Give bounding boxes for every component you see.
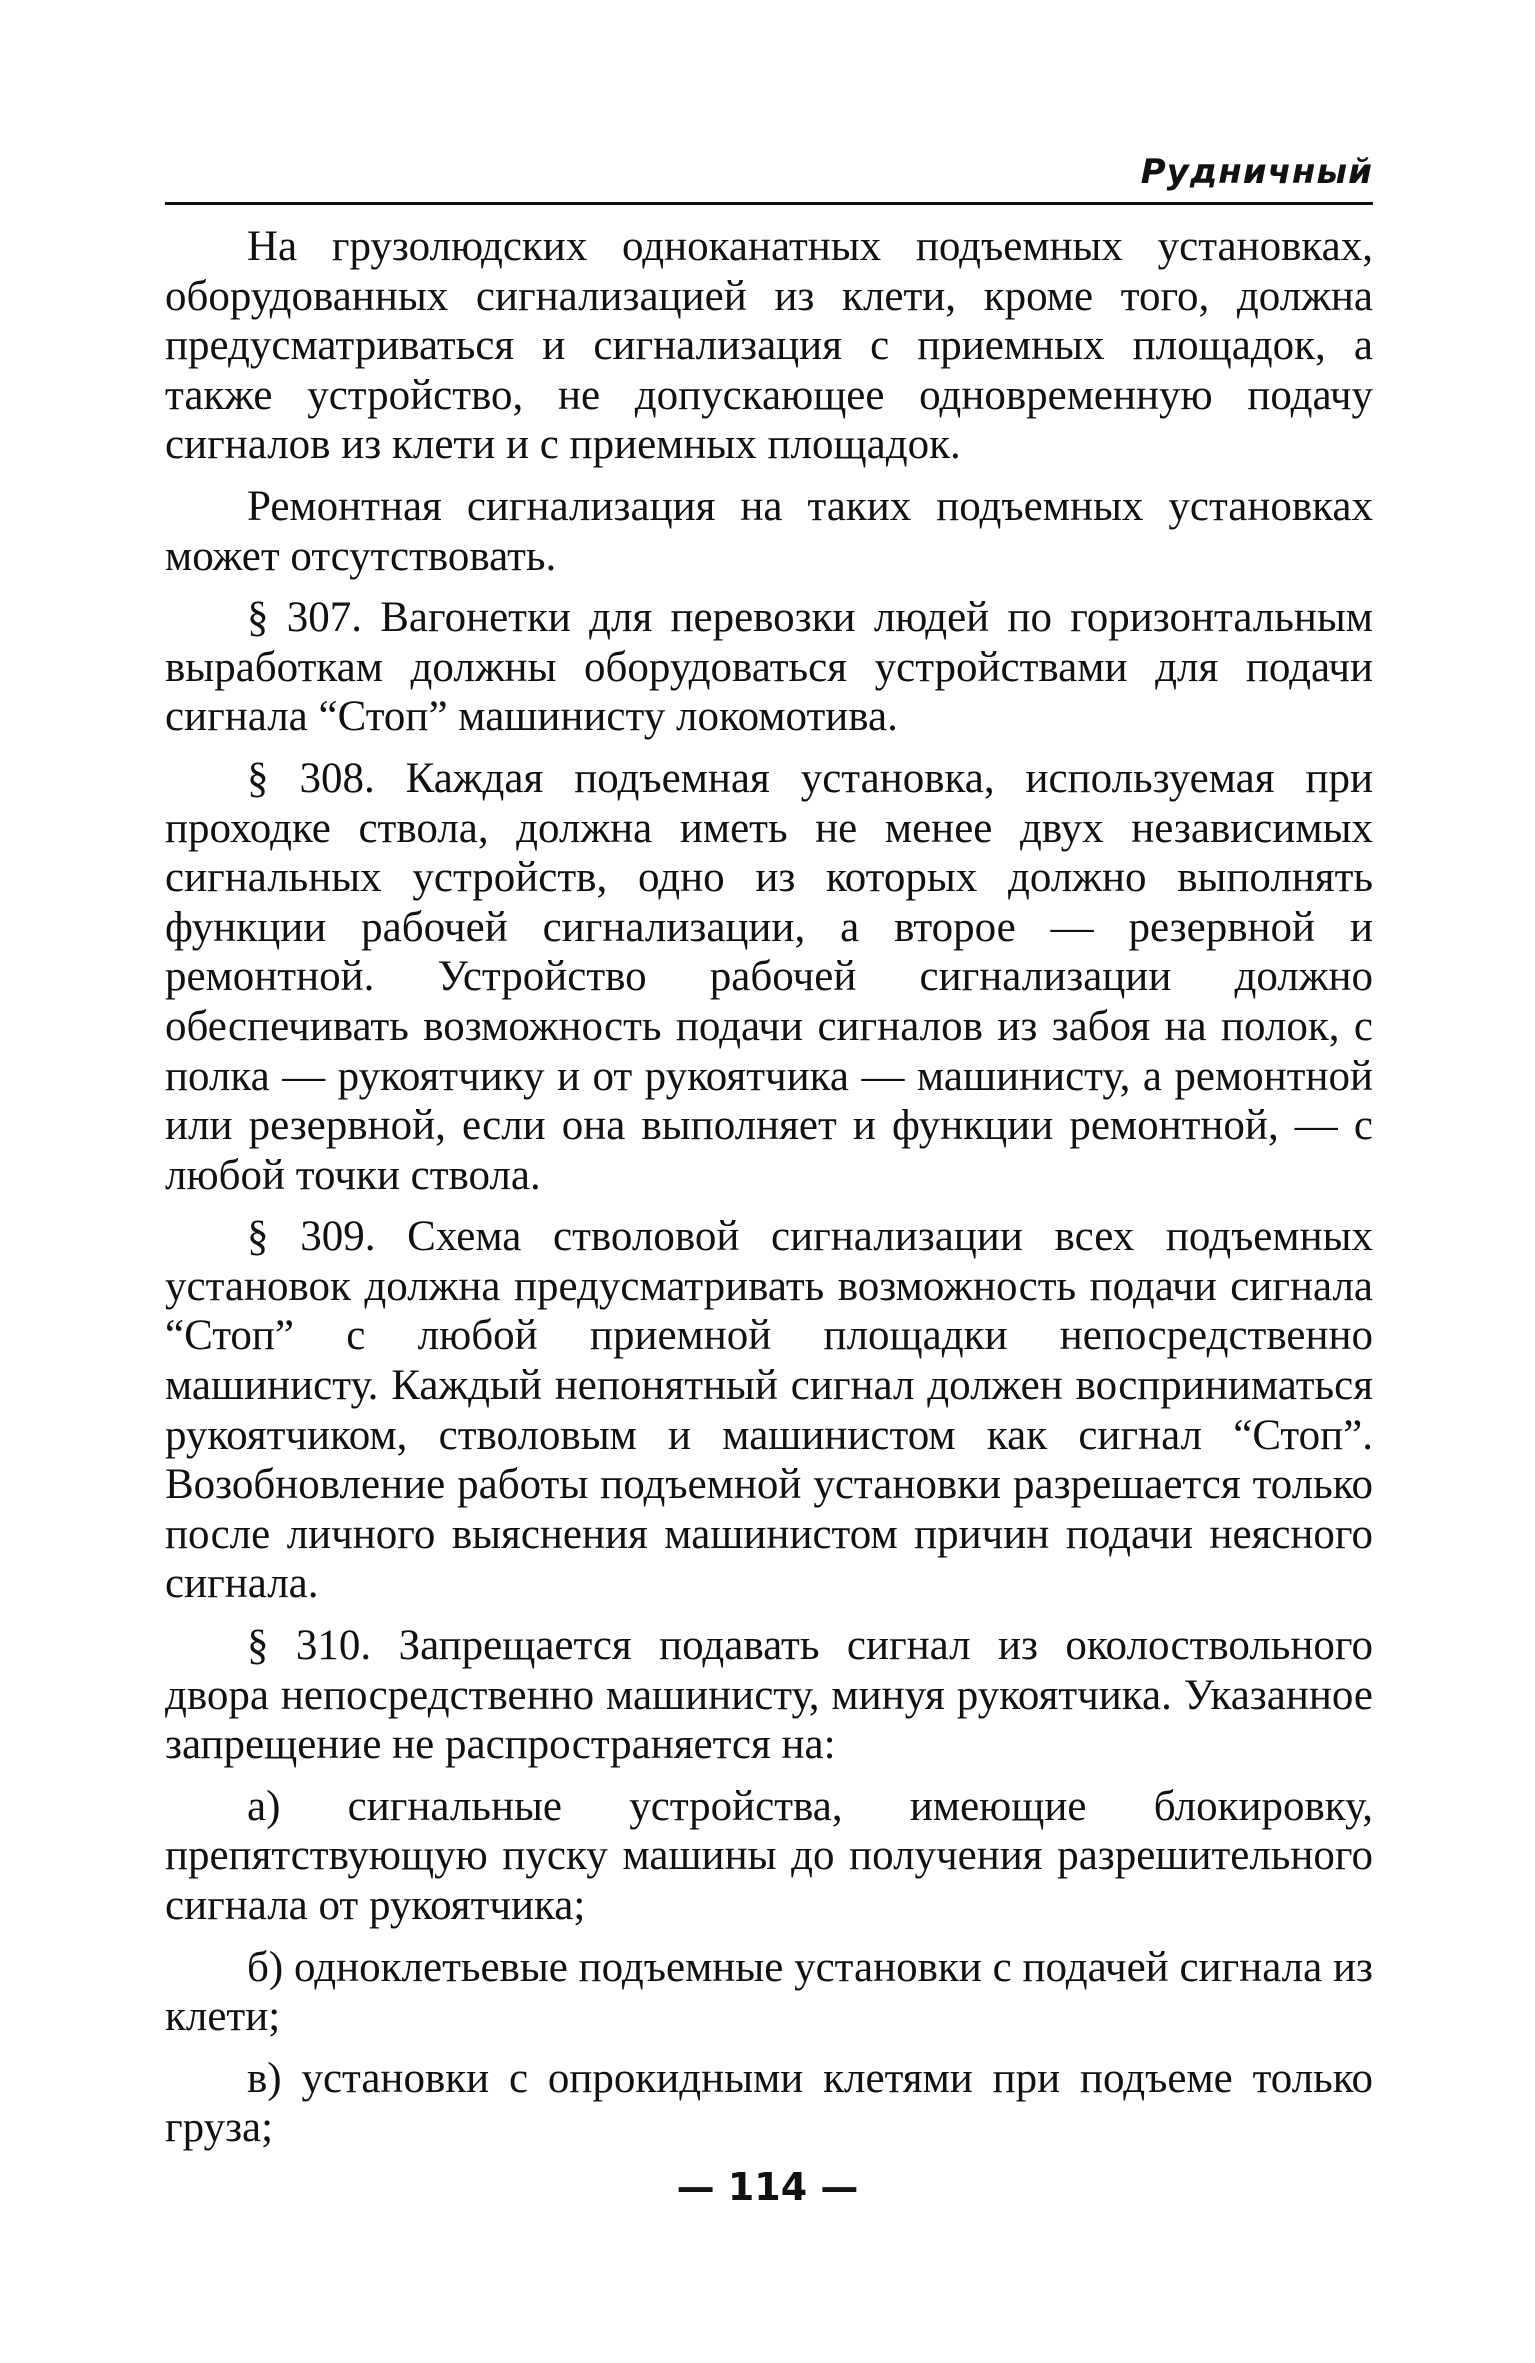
paragraph-section-309: § 309. Схема стволовой сигнализации всех подъемных установок должна предусматривать возможность подачи сигнала “Стоп” с любой приемной площадки непосредственно машинисту. Каждый непонятный сигнал должен восприниматься рукоятчиком, стволовым и машинистом как сигнал “Стоп”. Возобновление работы подъемной установки разрешается только после личного выяснения машинистом причин подачи неясного сигнала. — [165, 1213, 1373, 1608]
paragraph-section-310: § 310. Запрещается подавать сигнал из околоствольного двора непосредственно машинисту, минуя рукоятчика. Указанное запрещение не распространяется на: — [165, 1622, 1373, 1769]
list-item-b: б) одноклетьевые подъемные установки с подачей сигнала из клети; — [165, 1943, 1373, 2041]
page-number: — 114 — — [676, 2165, 859, 2209]
running-head — [165, 150, 1373, 205]
body-text — [165, 222, 1373, 2165]
list-item-c: в) установки с опрокидными клетями при подъеме только груза; — [165, 2054, 1373, 2152]
running-head-title: Рудничный — [1140, 152, 1373, 192]
list-item-a: а) сигнальные устройства, имеющие блокировку, препятствующую пуску машины до получения разрешительного сигнала от рукоятчика; — [165, 1782, 1373, 1929]
paragraph-repair-signaling: Ремонтная сигнализация на таких подъемных установках может отсутствовать. — [165, 482, 1373, 580]
paragraph-signaling-cage: На грузолюдских одноканатных подъемных установках, оборудованных сигнализацией из клети, кроме того, должна предусматриваться и сигнализация с приемных площадок, а также устройство, не допускающее одновременную подачу сигналов из клети и с приемных площадок. — [165, 223, 1373, 469]
paragraph-section-307: § 307. Вагонетки для перевозки людей по горизонтальным выработкам должны оборудоваться устройствами для подачи сигнала “Стоп” машинисту локомотива. — [165, 594, 1373, 741]
paragraph-section-308: § 308. Каждая подъемная установка, используемая при проходке ствола, должна иметь не менее двух независимых сигнальных устройств, одно из которых должно выполнять функции рабочей сигнализации, а второе — резервной и ремонтной. Устройство рабочей сигнализации должно обеспечивать возможность подачи сигналов из забоя на полок, с полка — рукоятчику и от рукоятчика — машинисту, а ремонтной или резервной, если она выполняет и функции ремонтной, — с любой точки ствола. — [165, 754, 1373, 1199]
